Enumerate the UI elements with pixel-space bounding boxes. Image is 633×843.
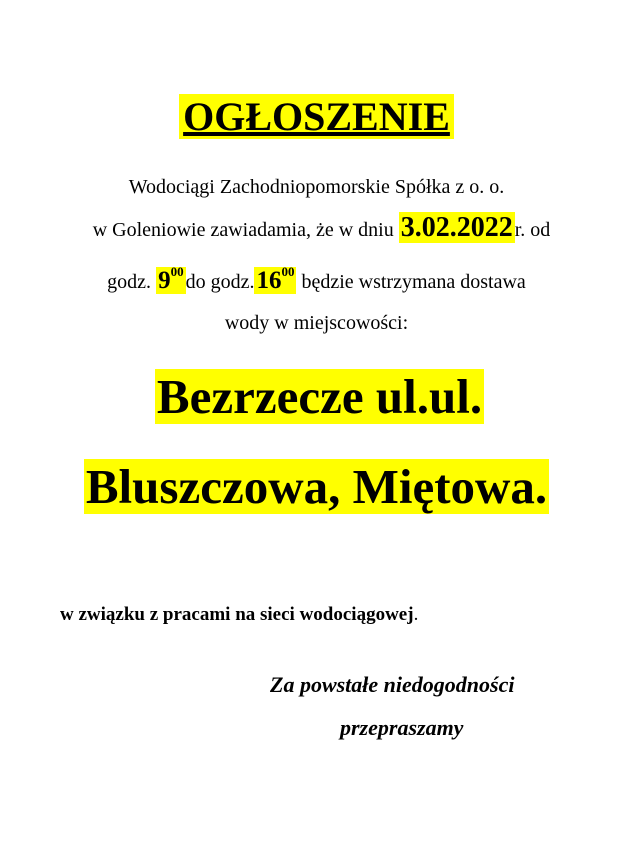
location-line-2-text: Bluszczowa, Miętowa. bbox=[85, 459, 548, 514]
end-minutes: 00 bbox=[281, 264, 295, 279]
outage-date: 3.02.2022 bbox=[400, 212, 513, 243]
announcement-title-text: OGŁOSZENIE bbox=[179, 94, 454, 139]
announcement-title bbox=[0, 92, 633, 142]
reason-line bbox=[60, 604, 418, 626]
intro-line-2 bbox=[0, 212, 633, 244]
intro-line-3-suffix: będzie wstrzymana dostawa bbox=[301, 271, 526, 293]
location-line-1-text: Bezrzecze ul.ul. bbox=[156, 369, 483, 424]
intro-line-2-after: r. od bbox=[514, 219, 551, 241]
intro-line-3-middle: do godz. bbox=[185, 271, 255, 293]
apology-line-2: przepraszamy bbox=[340, 715, 464, 740]
intro-line-3 bbox=[0, 264, 633, 295]
intro-line-1 bbox=[0, 176, 633, 199]
company-name: Wodociągi Zachodniopomorskie Spółka z o. o. bbox=[128, 176, 505, 198]
end-time bbox=[254, 264, 296, 294]
intro-line-4 bbox=[0, 312, 633, 335]
location-line-1 bbox=[0, 366, 633, 428]
reason-text: w związku z pracami na sieci wodociągowej bbox=[60, 604, 414, 625]
reason-trailing: . bbox=[413, 604, 419, 625]
apology-line-1: Za powstałe niedogodności bbox=[270, 672, 515, 697]
start-time bbox=[156, 264, 186, 294]
location-line-2 bbox=[0, 456, 633, 518]
start-hour: 9 bbox=[158, 267, 171, 294]
intro-line-2-before: w Goleniowie zawiadamia, że w dniu bbox=[92, 219, 394, 241]
start-minutes: 00 bbox=[170, 264, 184, 279]
end-hour: 16 bbox=[256, 267, 282, 294]
intro-line-4-text: wody w miejscowości: bbox=[224, 312, 409, 334]
intro-line-3-prefix: godz. bbox=[107, 271, 152, 293]
